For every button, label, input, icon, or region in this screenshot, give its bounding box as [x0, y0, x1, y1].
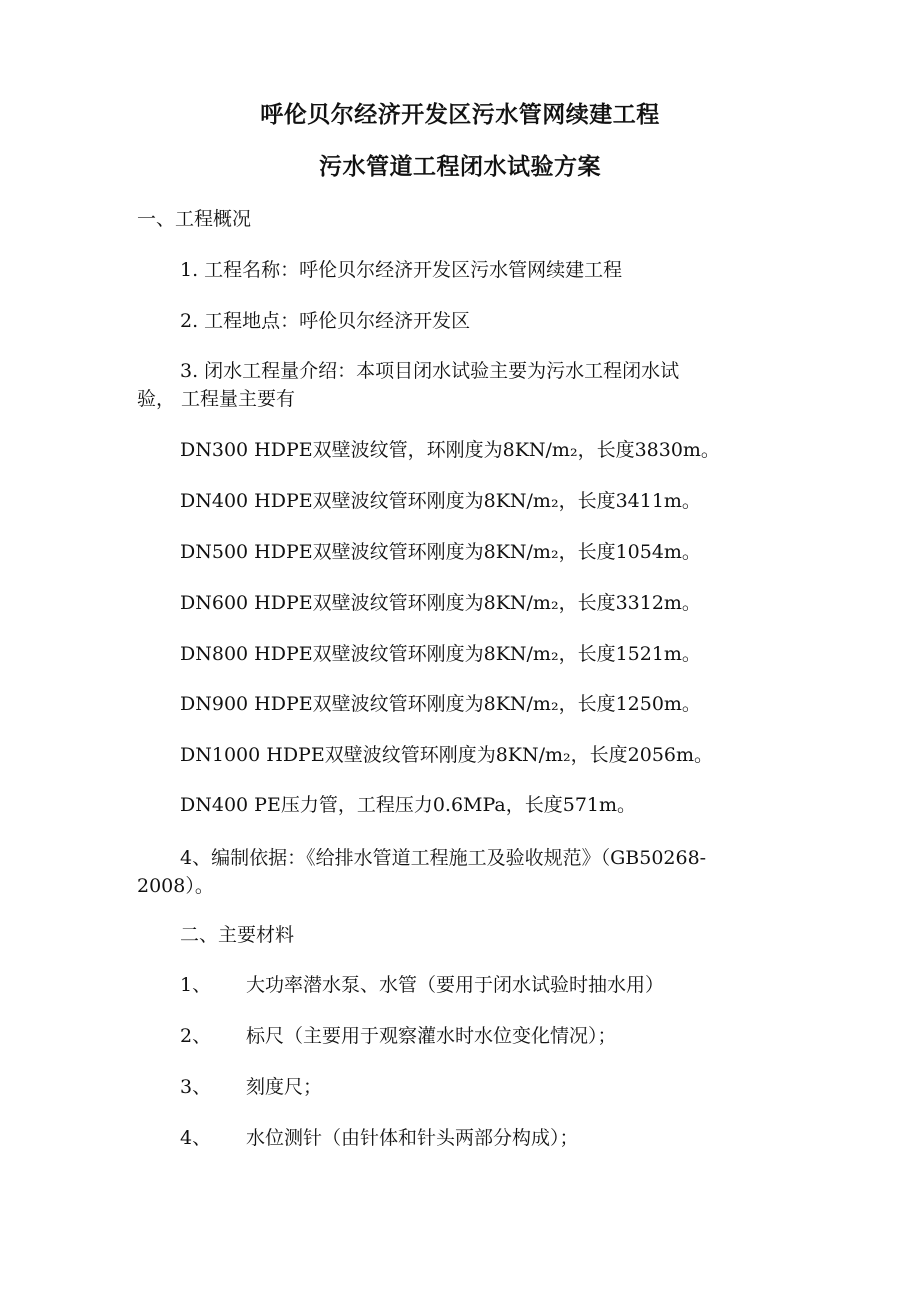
material-number: 1、 — [180, 974, 212, 996]
basis-line1: 4、编制依据：《给排水管道工程施工及验收规范》（GB50268- — [180, 847, 707, 869]
pipe-item-dn600: DN600 HDPE双壁波纹管环刚度为8KN/m₂，长度3312m。 — [180, 592, 701, 614]
pipe-item-dn900: DN900 HDPE双壁波纹管环刚度为8KN/m₂，长度1250m。 — [180, 693, 701, 715]
document-title-line2: 污水管道工程闭水试验方案 — [319, 154, 601, 180]
material-text: 水位测针（由针体和针头两部分构成）； — [246, 1127, 579, 1149]
pipe-item-dn1000: DN1000 HDPE双壁波纹管环刚度为8KN/m₂，长度2056m。 — [180, 744, 714, 766]
material-text: 大功率潜水泵、水管（要用于闭水试验时抽水用） — [246, 974, 665, 996]
material-number: 2、 — [180, 1025, 212, 1047]
project-name-item: 1. 工程名称：呼伦贝尔经济开发区污水管网续建工程 — [180, 259, 623, 281]
quantity-intro-line1: 3. 闭水工程量介绍：本项目闭水试验主要为污水工程闭水试 — [180, 360, 680, 382]
material-text: 刻度尺； — [246, 1076, 323, 1098]
material-text: 标尺（主要用于观察灌水时水位变化情况）； — [246, 1025, 617, 1047]
pipe-item-dn800: DN800 HDPE双壁波纹管环刚度为8KN/m₂，长度1521m。 — [180, 643, 701, 665]
basis-line2: 2008）。 — [137, 875, 214, 897]
pipe-item-dn400-pe: DN400 PE压力管，工程压力0.6MPa，长度571m。 — [180, 794, 637, 816]
section2-heading: 二、主要材料 — [180, 924, 295, 946]
pipe-item-dn500: DN500 HDPE双壁波纹管环刚度为8KN/m₂，长度1054m。 — [180, 541, 701, 563]
document-title-line1: 呼伦贝尔经济开发区污水管网续建工程 — [260, 102, 660, 128]
pipe-item-dn400: DN400 HDPE双壁波纹管环刚度为8KN/m₂，长度3411m。 — [180, 490, 701, 512]
project-location-item: 2. 工程地点：呼伦贝尔经济开发区 — [180, 310, 471, 332]
pipe-item-dn300: DN300 HDPE双壁波纹管，环刚度为8KN/m₂，长度3830m。 — [180, 439, 720, 461]
quantity-intro-line2: 验， 工程量主要有 — [137, 388, 296, 410]
material-number: 4、 — [180, 1127, 212, 1149]
material-number: 3、 — [180, 1076, 212, 1098]
section1-heading: 一、工程概况 — [137, 208, 252, 230]
